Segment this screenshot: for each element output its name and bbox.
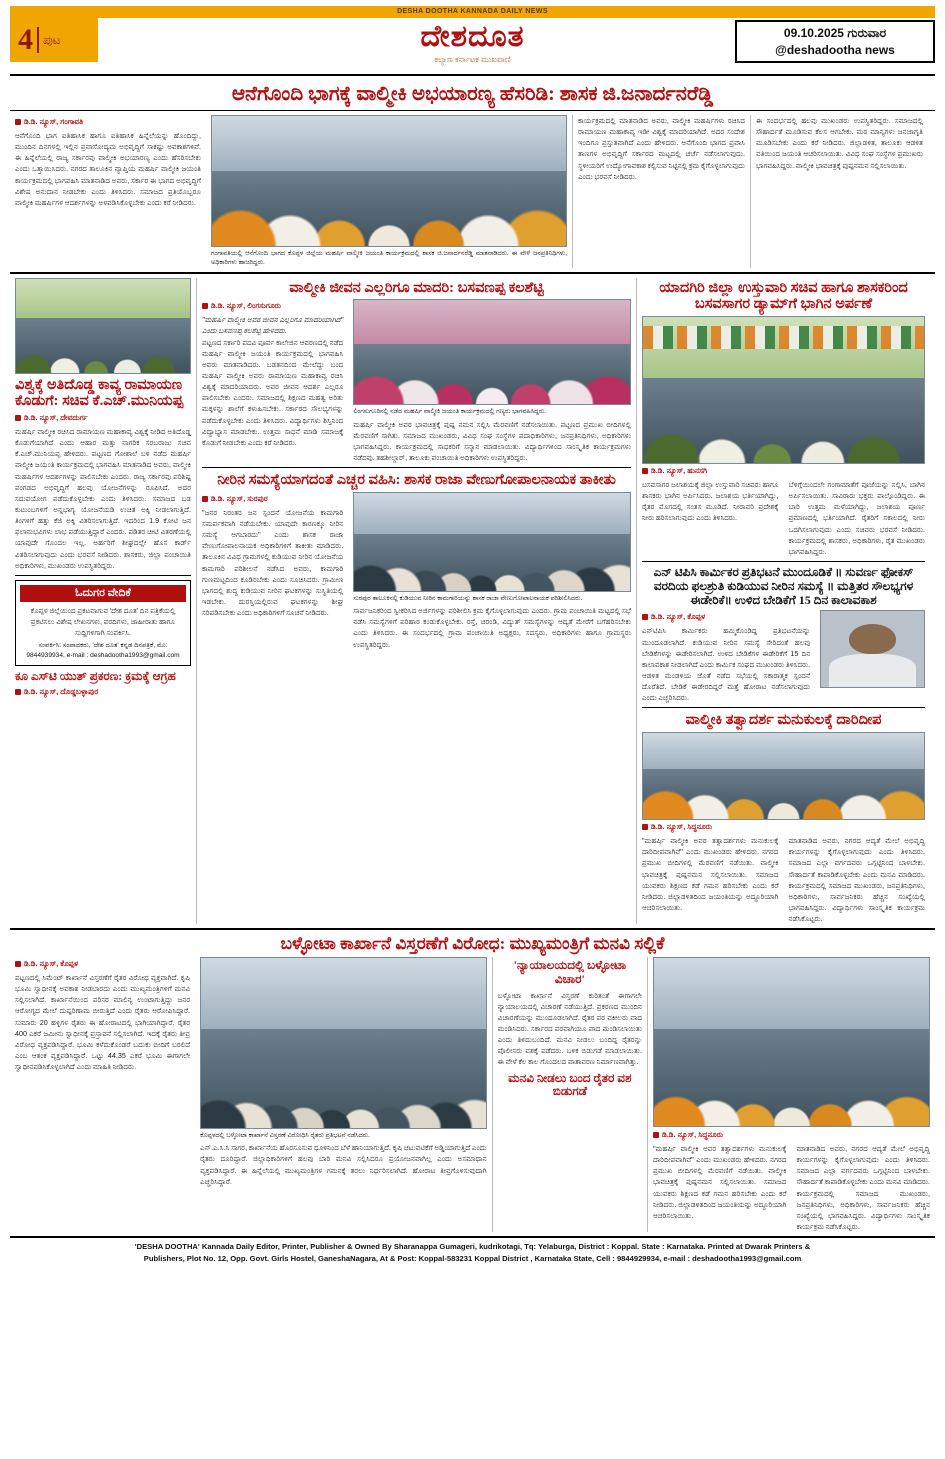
ntpc-byline [642,612,810,622]
ballari-photo [200,957,487,1129]
ntpc-row [642,610,925,703]
ballari-caption: ಕೊಪ್ಪಳದಲ್ಲಿ ಬಳ್ಳೋಟಾ ಕಾರ್ಖಾನೆ ವಿಸ್ತರಣೆ ವಿರೋಧಿಸಿ ರೈತರು ಪ್ರತಿಭಟನೆ ನಡೆಸಿದರು. [200,1131,370,1139]
valmiki-light-photo [642,732,925,820]
byline-text: ಡಿ.ಡಿ. ನ್ಯೂಸ್, ಹುನಸಗಿ [651,465,708,475]
water-byline [202,494,343,504]
byline-text: ಡಿ.ಡಿ. ನ್ಯೂಸ್, ಕೊಪ್ಪಳ [24,958,79,968]
bullet-icon [202,496,208,502]
lead-byline [15,117,201,127]
byline-text: ಡಿ.ಡಿ. ನ್ಯೂಸ್, ದೊಡ್ಡಬಳ್ಳಾಪುರ [24,686,99,696]
odagara-vedike-contact[interactable]: ಸಂಪರ್ಕಿಸಿ: ಸಂಪಾದಕರು, 'ದೇಶ ದೂತ' ಕನ್ನಡ ದಿನಪತ್ರಿಕೆ, ಮೊ: 9844939934, e-mail : deshadootha1993@gmail.com [26,642,180,660]
bullet-icon [653,1132,659,1138]
bullet-icon [642,468,648,474]
lead-col-2 [572,115,750,268]
ntpc-photo-col [815,610,925,703]
water-text-2: ಸಾರ್ವಜನಿಕರಿಂದ ಸ್ವೀಕರಿಸಿದ ಅರ್ಜಿಗಳನ್ನು ಪರಿಶೀಲಿಸಿ ಕ್ರಮ ಕೈಗೊಳ್ಳಲಾಗುವುದು ಎಂದರು. ಗ್ರಾಮ ಪಂಚಾಯಿತಿ ಮಟ್ಟದಲ್ಲಿ ಸಭೆ ನಡೆಸಿ ಸಮಸ್ಯೆಗಳಿಗೆ ಪರಿಹಾರ ಕಂಡುಕೊಳ್ಳಬೇಕು. ರಸ್ತೆ, ಚರಂಡಿ, ವಿದ್ಯುತ್ ಸಮಸ್ಯೆಗಳನ್ನು ಆದ್ಯತೆ ಮೇರೆಗೆ ಬಗೆಹರಿಸಬೇಕು ಎಂದು ತಿಳಿಸಿದರು. ಈ ಸಂದರ್ಭದಲ್ಲಿ ಗ್ರಾಮ ಪಂಚಾಯಿತಿ ಅಧ್ಯಕ್ಷರು, ಸದಸ್ಯರು, ಅಧಿಕಾರಿಗಳು ಹಾಗೂ ಗ್ರಾಮಸ್ಥರು ಉಪಸ್ಥಿತರಿದ್ದರು. [353,606,631,649]
bullet-icon [15,119,21,125]
bottom-right-col [647,957,935,1232]
footer-line-1: 'DESHA DOOTHA' Kannada Daily Editor, Printer, Publisher & Owned By Sharanappa Gumageri, kudrikotagi, Tq: Yelaburga, District : Koppal. State : Karnataka. Printed at Dwarak Printers & [134,1242,811,1252]
masthead-strip: DESHA DOOTHA KANNADA DAILY NEWS [10,6,935,18]
basavanappa-quote: "ಮಹರ್ಷಿ ವಾಲ್ಮೀಕಿ ಅವರ ಜೀವನ ಎಲ್ಲರಿಗೂ ಮಾದರಿಯಾಗಿದೆ" ಎಂದು ಬಸವಣಪ್ಪ ಕಲಶೆಟ್ಟಿ ಹೇಳಿದರು. [202,315,344,336]
newspaper-title: ದೇಶದೂತ [420,20,525,53]
valmiki-light-text-2: ಮಾತನಾಡಿದ ಅವರು, ನಗರದ ಆದ್ಯತೆ ಮೇಲೆ ಅಭಿವೃದ್ಧಿ ಕಾರ್ಯಗಳನ್ನು ಕೈಗೊಳ್ಳಲಾಗುವುದು ಎಂದು ತಿಳಿಸಿದರು. ಸಮಾಜದ ಎಲ್ಲಾ ವರ್ಗದವರು ಒಗ್ಗಟ್ಟಿನಿಂದ ಬಾಳಬೇಕು. ಸೌಹಾರ್ದತೆ ಕಾಪಾಡಿಕೊಳ್ಳಬೇಕು ಎಂದು ಮನವಿ ಮಾಡಿದರು. ಕಾರ್ಯಕ್ರಮದಲ್ಲಿ ಸಮಾಜದ ಮುಖಂಡರು, ಜನಪ್ರತಿನಿಧಿಗಳು, ಅಧಿಕಾರಿಗಳು, ಸಾರ್ವಜನಿಕರು ಹೆಚ್ಚಿನ ಸಂಖ್ಯೆಯಲ್ಲಿ ಭಾಗವಹಿಸಿದ್ದರು. ವಿದ್ಯಾರ್ಥಿಗಳು ಸಾಂಸ್ಕೃತಿಕ ಕಾರ್ಯಕ್ರಮ ನಡೆಸಿಕೊಟ್ಟರು. [788,836,925,924]
byline-text: ಡಿ.ಡಿ. ನ್ಯೂಸ್, ಸಿದ್ಧನೂರು [662,1129,724,1139]
newspaper-subtitle: ಕಲ್ಯಾಣ ಕರ್ನಾಟಕ ಮುಖವಾಣಿ [434,55,511,64]
bottom-right-text-2: ಮಾತನಾಡಿದ ಅವರು, ನಗರದ ಆದ್ಯತೆ ಮೇಲೆ ಅಭಿವೃದ್ಧಿ ಕಾರ್ಯಗಳನ್ನು ಕೈಗೊಳ್ಳಲಾಗುವುದು ಎಂದು ತಿಳಿಸಿದರು. ಸಮಾಜದ ಎಲ್ಲಾ ವರ್ಗದವರು ಒಗ್ಗಟ್ಟಿನಿಂದ ಬಾಳಬೇಕು. ಸೌಹಾರ್ದತೆ ಕಾಪಾಡಿಕೊಳ್ಳಬೇಕು ಎಂದು ಮನವಿ ಮಾಡಿದರು. ಕಾರ್ಯಕ್ರಮದಲ್ಲಿ ಸಮಾಜದ ಮುಖಂಡರು, ಜನಪ್ರತಿನಿಧಿಗಳು, ಅಧಿಕಾರಿಗಳು, ಸಾರ್ವಜನಿಕರು ಹೆಚ್ಚಿನ ಸಂಖ್ಯೆಯಲ್ಲಿ ಭಾಗವಹಿಸಿದ್ದರು. ವಿದ್ಯಾರ್ಥಿಗಳು ಸಾಂಸ್ಕೃತಿಕ ಕಾರ್ಯಕ್ರಮ ನಡೆಸಿಕೊಟ್ಟರು. [796,1143,930,1232]
masthead [10,6,935,76]
ntpc-text: ಎನ್‌ಟಿಪಿಸಿ ಕಾರ್ಮಿಕರು ಹಮ್ಮಿಕೊಂಡಿದ್ದ ಪ್ರತಿಭಟನೆಯನ್ನು ಮುಂದೂಡಲಾಗಿದೆ. ಕುಡಿಯುವ ನೀರಿನ ಸಮಸ್ಯೆ ಸೇರಿದಂತೆ ಹಲವು ಬೇಡಿಕೆಗಳನ್ನು ಈಡೇರಿಸಲಾಗಿದೆ. ಉಳಿದ ಬೇಡಿಕೆಗಳ ಈಡೇರಿಕೆಗೆ 15 ದಿನ ಕಾಲಾವಕಾಶ ನೀಡಲಾಗಿದೆ ಎಂದು ಕಾರ್ಮಿಕ ಸಂಘದ ಮುಖಂಡರು ತಿಳಿಸಿದರು. ಆಡಳಿತ ಮಂಡಳಿಯ ಜೊತೆ ನಡೆದ ಸಭೆಯಲ್ಲಿ ಸಕಾರಾತ್ಮಕ ಸ್ಪಂದನೆ ದೊರೆತಿದೆ. ಬೇಡಿಕೆ ಈಡೇರದಿದ್ದರೆ ಮತ್ತೆ ಹೋರಾಟ ನಡೆಸಲಾಗುವುದು ಎಂದು ಎಚ್ಚರಿಸಿದರು. [642,626,811,703]
middle-center-col [196,278,636,925]
basavanappa-photo-col [348,299,631,463]
basavanappa-caption: ಲಿಂಗಸುಗೂರಿನಲ್ಲಿ ನಡೆದ ಮಹರ್ಷಿ ವಾಲ್ಮೀಕಿ ಜಯಂತಿ ಕಾರ್ಯಕ್ರಮದಲ್ಲಿ ಗಣ್ಯರು ಭಾಗವಹಿಸಿದ್ದರು. [353,408,547,416]
lead-text-3: ಈ ಸಂದರ್ಭದಲ್ಲಿ ಹಲವು ಮುಖಂಡರು ಉಪಸ್ಥಿತರಿದ್ದರು. ಸಮಾಜದಲ್ಲಿ ಸೌಹಾರ್ದತೆ ಮೂಡಿಸುವ ಕೆಲಸ ಆಗಬೇಕು. ಮಠ ಮಾನ್ಯಗಳು ಜನಜಾಗೃತಿ ಮೂಡಿಸಬೇಕು ಎಂದು ಕರೆ ನೀಡಿದರು. ಜಿಲ್ಲಾಡಳಿತ, ತಾಲೂಕು ಆಡಳಿತ ವತಿಯಿಂದ ಜಯಂತಿ ಆಚರಿಸಲಾಯಿತು. ವಿವಿಧ ಸಂಘ ಸಂಸ್ಥೆಗಳ ಪ್ರಮುಖರು ಭಾಗವಹಿಸಿದ್ದರು. ವಾಲ್ಮೀಕಿ ಭಾವಚಿತ್ರಕ್ಕೆ ಪುಷ್ಪನಮನ ಸಲ್ಲಿಸಲಾಯಿತು. [756,116,923,170]
byline-text: ಡಿ.ಡಿ. ನ್ಯೂಸ್, ಕೊಪ್ಪಳ [651,612,706,622]
lead-text-2: ಕಾರ್ಯಕ್ರಮದಲ್ಲಿ ಮಾತನಾಡಿದ ಅವರು, ವಾಲ್ಮೀಕಿ ಮಹರ್ಷಿಗಳು ರಚಿಸಿದ ರಾಮಾಯಣ ಮಹಾಕಾವ್ಯ ಇಡೀ ವಿಶ್ವಕ್ಕೆ ಮಾದರಿಯಾಗಿದೆ. ಅದರ ಸಂದೇಶ ಇಂದಿಗೂ ಪ್ರಸ್ತುತವಾಗಿದೆ ಎಂದು ಹೇಳಿದರು. ಆನೆಗೊಂದಿ ಭಾಗದ ಪ್ರವಾಸಿ ತಾಣಗಳ ಅಭಿವೃದ್ಧಿಗೆ ಸರ್ಕಾರದ ಮಟ್ಟದಲ್ಲಿ ಚರ್ಚೆ ನಡೆಸಲಾಗುವುದು. ಸ್ಥಳೀಯರಿಗೆ ಉದ್ಯೋಗಾವಕಾಶ ಕಲ್ಪಿಸುವ ನಿಟ್ಟಿನಲ್ಲಿ ಕ್ರಮ ಕೈಗೊಳ್ಳಲಾಗುವುದು ಎಂದು ಭರವಸೆ ನೀಡಿದರು. [578,116,745,181]
ballari-sub-headline-2: ಮನವಿ ನೀಡಲು ಬಂದ ರೈತರ ವಶ ಬಿಡುಗಡೆ [508,1070,632,1099]
page-number: 4 [18,23,33,56]
ramayana-byline [15,413,191,423]
ntpc-text-col [642,610,815,703]
footer-line-2: Publishers, Plot No. 12, Opp. Govt. Girls Hostel, GaneshaNagara, At & Post: Koppal-583231 Koppal District , Karnataka State, Cell : 9844929934, e-mail : deshadootha1993@gmail.com [143,1253,802,1263]
water-headline: ನೀರಿನ ಸಮಸ್ಯೆಯಾಗದಂತೆ ಎಚ್ಚರ ವಹಿಸಿ: ಶಾಸಕ ರಾಜಾ ವೇಣುಗೋಪಾಲನಾಯಕ ತಾಕೀತು [217,472,616,489]
masthead-date-box [735,20,935,63]
ramayana-photo [15,278,191,374]
bullet-icon [642,824,648,830]
ballari-photo-col [195,957,492,1232]
bullet-icon [202,303,208,309]
water-text-col [202,492,348,650]
valmiki-light-col-1 [642,835,784,924]
bullet-icon [15,961,21,967]
byline-text: ಡಿ.ಡಿ. ನ್ಯೂಸ್, ಲಿಂಗಸುಗೂರು [211,301,281,311]
basavanappa-text-1: ಪಟ್ಟಣದ ಸರ್ಕಾರಿ ಪದವಿ ಪೂರ್ವ ಕಾಲೇಜಿನ ಆವರಣದಲ್ಲಿ ನಡೆದ ಮಹರ್ಷಿ ವಾಲ್ಮೀಕಿ ಜಯಂತಿ ಕಾರ್ಯಕ್ರಮದಲ್ಲಿ ಭಾಗವಹಿಸಿ ಅವರು ಮಾತನಾಡಿದರು. ಬಡತನದಿಂದ ಮೇಲೆದ್ದು ಬಂದ ಮಹರ್ಷಿ ವಾಲ್ಮೀಕಿ ಅವರು ರಾಮಾಯಣ ಮಹಾಕಾವ್ಯ ರಚಿಸಿ ವಿಶ್ವಕ್ಕೆ ಮಾದರಿಯಾದರು. ಅವರ ಜೀವನ ಆದರ್ಶ ಎಲ್ಲರೂ ಪಾಲಿಸಬೇಕು ಎಂದರು. ಸಮಾಜದಲ್ಲಿ ಶಿಕ್ಷಣದ ಮಹತ್ವ ಅರಿತು ಮಕ್ಕಳನ್ನು ಶಾಲೆಗೆ ಕಳುಹಿಸಬೇಕು. ಸರ್ಕಾರದ ಸೌಲಭ್ಯಗಳನ್ನು ಪಡೆದುಕೊಳ್ಳಬೇಕು ಎಂದು ತಿಳಿಸಿದರು. ವಿದ್ಯಾರ್ಥಿಗಳು ಶಿಸ್ತಿನಿಂದ ವಿದ್ಯಾಭ್ಯಾಸ ಮಾಡಬೇಕು. ಉತ್ತಮ ಸಾಧನೆ ಮಾಡಿ ಸಮಾಜಕ್ಕೆ ಕೊಡುಗೆ ನೀಡಬೇಕು ಎಂದು ಕರೆ ನೀಡಿದರು. [202,337,344,447]
small-notice-byline [15,687,191,697]
bottom-right-byline [653,1130,930,1140]
valmiki-light-col-2 [784,835,926,924]
odagara-vedike-text: ಕೊಪ್ಪಳ ಜಿಲ್ಲೆಯಿಂದ ಪ್ರಕಟವಾಗುವ 'ದೇಶ ದೂತ' ದಿನ ಪತ್ರಿಕೆಯಲ್ಲಿ ಪ್ರಕಟಿಸಲು ವಿಶೇಷ ಲೇಖನಗಳು, ವರದಿಗಳು, ಜಾಹೀರಾತು ಹಾಗೂ ಸುದ್ದಿಗಳಿಗಾಗಿ ಸಂಪರ್ಕಿಸಿ. [30,605,176,638]
small-notice-headline: ಕೂ ಎಸ್‌ಟಿ ಯುತ್ ಪ್ರಕರಣ: ಕ್ರಮಕ್ಕೆ ಆಗ್ರಹ [15,669,176,684]
lead-photo-caption: ಗಂಗಾವತಿಯಲ್ಲಿ ಆನೆಗೊಂದಿ ಭಾಗದ ಕೊಪ್ಪಳ ಜಿಲ್ಲೆಯ ಮಹರ್ಷಿ ವಾಲ್ಮೀಕಿ ಜಯಂತಿ ಕಾರ್ಯಕ್ರಮದಲ್ಲಿ ಶಾಸಕ ಜಿ.ಜನಾರ್ದನರೆಡ್ಡಿ ಮಾತನಾಡಿದರು. ಈ ವೇಳೆ ಜನಪ್ರತಿನಿಧಿಗಳು, ಅಧಿಕಾರಿಗಳು ಹಾಜರಿದ್ದರು. [211,250,567,267]
bottom-right-text-1: "ಮಹರ್ಷಿ ವಾಲ್ಮೀಕಿ ಅವರ ತತ್ವಾದರ್ಶಗಳು ಮನುಕುಲಕ್ಕೆ ದಾರಿದೀಪವಾಗಿವೆ" ಎಂದು ಮುಖಂಡರು ಹೇಳಿದರು. ನಗರದ ಪ್ರಮುಖ ಬೀದಿಗಳಲ್ಲಿ ಮೆರವಣಿಗೆ ನಡೆಯಿತು. ವಾಲ್ಮೀಕಿ ಭಾವಚಿತ್ರಕ್ಕೆ ಪುಷ್ಪನಮನ ಸಲ್ಲಿಸಲಾಯಿತು. ಸಮಾಜದ ಯುವಕರು ಶಿಕ್ಷಣದ ಕಡೆ ಗಮನ ಹರಿಸಬೇಕು ಎಂದು ಕರೆ ನೀಡಿದರು. ಜಿಲ್ಲಾಡಳಿತದಿಂದ ಜಯಂತಿಯನ್ನು ಅದ್ಧೂರಿಯಾಗಿ ಆಚರಿಸಲಾಯಿತು. [653,1143,787,1220]
ntpc-portrait-photo [820,610,925,688]
divider [642,707,925,708]
divider [15,575,191,576]
publication-date: 09.10.2025 ಗುರುವಾರ [783,26,887,40]
basavanappa-text-2: ಮಹರ್ಷಿ ವಾಲ್ಮೀಕಿ ಅವರ ಭಾವಚಿತ್ರಕ್ಕೆ ಪುಷ್ಪ ನಮನ ಸಲ್ಲಿಸಿ ಮೆರವಣಿಗೆ ನಡೆಸಲಾಯಿತು. ಪಟ್ಟಣದ ಪ್ರಮುಖ ಬೀದಿಗಳಲ್ಲಿ ಮೆರವಣಿಗೆ ಸಾಗಿತು. ಸಮಾಜದ ಮುಖಂಡರು, ವಿವಿಧ ಸಂಘ ಸಂಸ್ಥೆಗಳ ಪದಾಧಿಕಾರಿಗಳು, ಜನಪ್ರತಿನಿಧಿಗಳು, ಅಧಿಕಾರಿಗಳು ಭಾಗವಹಿಸಿದ್ದರು. ಕಾರ್ಯಕ್ರಮದಲ್ಲಿ ಸಾಧಕರಿಗೆ ಸನ್ಮಾನ ಮಾಡಲಾಯಿತು. ವಿದ್ಯಾರ್ಥಿಗಳಿಂದ ಸಾಂಸ್ಕೃತಿಕ ಕಾರ್ಯಕ್ರಮಗಳು ನಡೆದವು. ತಹಶೀಲ್ದಾರ್, ತಾಲೂಕು ಪಂಚಾಯಿತಿ ಅಧಿಕಾರಿಗಳು ಉಪಸ್ಥಿತರಿದ್ದರು. [353,419,631,462]
ntpc-headline: ಎನ್ ಟಿಪಿಸಿ ಕಾರ್ಮಿಕರ ಪ್ರತಿಭಟನೆ ಮುಂದೂಡಿಕೆ ॥ ಸುವರ್ಣ ಫೋಕಸ್ ವರದಿಯ ಫಲಶ್ರುತಿ ಕುಡಿಯುವ ನೀರಿನ ಸಮಸ್ಯೆ ॥ ಮತ್ತಿತರ ಸೌಲಭ್ಯಗಳ ಈಡೇರಿಕೆ॥ ಉಳಿದ ಬೇಡಿಕೆಗೆ 15 ದಿನ ಕಾಲಾವಕಾಶ [653,565,914,607]
bottom-right-photo [653,957,930,1127]
lead-col-3 [750,115,928,268]
basavanappa-text-col [202,299,348,463]
dam-text-1: ಬಸವಸಾಗರ ಜಲಾಶಯಕ್ಕೆ ಜಿಲ್ಲಾ ಉಸ್ತುವಾರಿ ಸಚಿವರು ಹಾಗೂ ಶಾಸಕರು ಭಾಗಿನ ಅರ್ಪಿಸಿದರು. ಜಲಾಶಯ ಭರ್ತಿಯಾಗಿದ್ದು, ರೈತರ ಮೊಗದಲ್ಲಿ ಸಂತಸ ಮೂಡಿದೆ. ನೀರಾವರಿ ಪ್ರದೇಶಕ್ಕೆ ನೀರು ಹರಿಸಲಾಗುವುದು ಎಂದು ತಿಳಿಸಿದರು. [642,479,779,523]
section-divider-2 [10,928,935,930]
bottom-row [10,957,935,1232]
page-footer [10,1236,935,1264]
ballari-headline: ಬಳ್ಳೋಟಾ ಕಾರ್ಖಾನೆ ವಿಸ್ತರಣೆಗೆ ವಿರೋಧ: ಮುಖ್ಯಮಂತ್ರಿಗೆ ಮನವಿ ಸಲ್ಲಿಕೆ [280,934,665,954]
water-caption: ಸುರಪುರ ತಾಲೂಕಿನಲ್ಲಿ ಕುಡಿಯುವ ನೀರಿನ ಕಾಮಗಾರಿಯನ್ನು ಶಾಸಕ ರಾಜಾ ವೇಣುಗೋಪಾಲನಾಯಕ ಪರಿಶೀಲಿಸಿದರು. [353,594,583,602]
bottom-right-text-row [653,1143,930,1232]
valmiki-light-byline [642,822,925,832]
dam-text-2: ಬೆಳಿಗ್ಗೆಯಿಂದಲೇ ಗಂಗಾಮಾತೆಗೆ ಪೂಜೆಯನ್ನು ಸಲ್ಲಿಸಿ, ಬಾಗಿನ ಅರ್ಪಿಸಲಾಯಿತು. ಸಾವಿರಾರು ಭಕ್ತರು ಪಾಲ್ಗೊಂಡಿದ್ದರು. ಈ ಬಾರಿ ಉತ್ತಮ ಮಳೆಯಾಗಿದ್ದು, ಜಲಾಶಯ ಪೂರ್ಣ ಪ್ರಮಾಣದಲ್ಲಿ ಭರ್ತಿಯಾಗಿದೆ. ರೈತರಿಗೆ ಸಕಾಲದಲ್ಲಿ ನೀರು ಒದಗಿಸಲಾಗುವುದು ಎಂದು ಸಚಿವರು ಭರವಸೆ ನೀಡಿದರು. ಕಾರ್ಯಕ್ರಮದಲ್ಲಿ ಶಾಸಕರು, ಅಧಿಕಾರಿಗಳು, ರೈತ ಮುಖಂಡರು ಭಾಗವಹಿಸಿದ್ದರು. [788,479,925,556]
bottom-right-text-col-1 [653,1143,792,1232]
lead-headline: ಆನೆಗೊಂದಿ ಭಾಗಕ್ಕೆ ವಾಲ್ಮೀಕಿ ಅಭಯಾರಣ್ಯ ಹೆಸರಿಡಿ: ಶಾಸಕ ಜಿ.ಜನಾರ್ದನರೆಡ್ಡಿ [10,80,935,111]
bullet-icon [642,614,648,620]
valmiki-light-headline: ವಾಲ್ಮೀಕಿ ತತ್ವಾದರ್ಶ ಮನುಕುಲಕ್ಕೆ ದಾರಿದೀಪ [685,712,882,729]
ramayana-text: ಮಹರ್ಷಿ ವಾಲ್ಮೀಕಿ ರಚಿಸಿದ ರಾಮಾಯಣ ಮಹಾಕಾವ್ಯ ವಿಶ್ವಕ್ಕೆ ನೀಡಿದ ಅತಿದೊಡ್ಡ ಕೊಡುಗೆಯಾಗಿದೆ ಎಂದು ಆಹಾರ ಮತ್ತು ನಾಗರಿಕ ಸರಬರಾಜು ಸಚಿವ ಕೆ.ಎಚ್.ಮುನಿಯಪ್ಪ ಹೇಳಿದರು. ಪಟ್ಟಣದ ಗೋಶಾಲೆ ಬಳಿ ನಡೆದ ಮಹರ್ಷಿ ವಾಲ್ಮೀಕಿ ಜಯಂತಿ ಕಾರ್ಯಕ್ರಮದಲ್ಲಿ ಭಾಗವಹಿಸಿ ಮಾತನಾಡಿದ ಅವರು, ವಾಲ್ಮೀಕಿ ಮಹರ್ಷಿಗಳ ಆದರ್ಶಗಳನ್ನು ಪಾಲಿಸಬೇಕು ಎಂದರು. ರಾಜ್ಯ ಸರ್ಕಾರವು ಪರಿಶಿಷ್ಟ ಪಂಗಡದ ಅಭಿವೃದ್ಧಿಗೆ ಹಲವು ಯೋಜನೆಗಳನ್ನು ರೂಪಿಸಿದೆ. ಅದರ ಸದುಪಯೋಗ ಪಡೆದುಕೊಳ್ಳಬೇಕು ಎಂದು ತಿಳಿಸಿದರು. ಸಮಾಜದ ಬಡ ಕುಟುಂಬಗಳಿಗೆ ಅನ್ನಭಾಗ್ಯ ಯೋಜನೆಯಡಿ ಉಚಿತ ಅಕ್ಕಿ ನೀಡಲಾಗುತ್ತಿದೆ. ತಿಂಗಳಿಗೆ ಹತ್ತು ಕೆಜಿ ಅಕ್ಕಿ ವಿತರಿಸಲಾಗುತ್ತಿದೆ. ಇದರಿಂದ 1.9 ಕೋಟಿ ಜನ ಫಲಾನುಭವಿಗಳು ಲಾಭ ಪಡೆಯುತ್ತಿದ್ದಾರೆ ಎಂದರು. ಪಡಿತರ ಚೀಟಿ ವಿತರಣೆಯಲ್ಲಿ ಯಾವುದೇ ಗೊಂದಲ ಇಲ್ಲ. ಅರ್ಹರಿಗೆ ಶೀಘ್ರದಲ್ಲೇ ಹೊಸ ಕಾರ್ಡ್ ವಿತರಿಸಲಾಗುವುದು ಎಂದು ಭರವಸೆ ನೀಡಿದರು. ಶಾಸಕರು, ಜಿಲ್ಲಾ ಪಂಚಾಯಿತಿ ಅಧಿಕಾರಿಗಳು, ಮುಖಂಡರು ಉಪಸ್ಥಿತರಿದ್ದರು. [15,426,191,570]
water-photo [353,492,631,592]
water-text-1: "ಜನರ ನಿರಂತರ ಜನ ಸ್ಪಂದನೆ ಯೋಜನೆಯ ಕಾಮಗಾರಿ ಸಮರ್ಪಕವಾಗಿ ನಡೆಯಬೇಕು. ಯಾವುದೇ ಕಾರಣಕ್ಕೂ ನೀರಿನ ಸಮಸ್ಯೆ ಆಗಬಾರದು" ಎಂದು ಶಾಸಕ ರಾಜಾ ವೇಣುಗೋಪಾಲನಾಯಕ ಅಧಿಕಾರಿಗಳಿಗೆ ತಾಕೀತು ಮಾಡಿದರು. ತಾಲೂಕಿನ ವಿವಿಧ ಗ್ರಾಮಗಳಲ್ಲಿ ಕುಡಿಯುವ ನೀರಿನ ಯೋಜನೆಯ ಕಾಮಗಾರಿ ಪರಿಶೀಲನೆ ನಡೆಸಿದ ಅವರು, ಕಾಮಗಾರಿ ಗುಣಮಟ್ಟದಿಂದ ಕೂಡಿರಬೇಕು ಎಂದು ಸೂಚಿಸಿದರು. ಗ್ರಾಮೀಣ ಭಾಗದಲ್ಲಿ ಶುದ್ಧ ಕುಡಿಯುವ ನೀರಿನ ಘಟಕಗಳನ್ನು ಸುಸ್ಥಿತಿಯಲ್ಲಿ ಇಡಬೇಕು. ದುರಸ್ತಿಯಲ್ಲಿರುವ ಘಟಕಗಳನ್ನು ಶೀಘ್ರ ಸರಿಪಡಿಸಬೇಕು ಎಂದು ಅಧಿಕಾರಿಗಳಿಗೆ ಸೂಚನೆ ನೀಡಿದರು. [202,507,344,618]
bullet-icon [15,415,21,421]
middle-band [10,278,935,925]
water-photo-col [348,492,631,650]
basavanappa-row [202,299,631,463]
dam-photo [642,316,925,464]
bullet-icon [15,689,21,695]
middle-right-col [636,278,930,925]
valmiki-light-text-1: "ಮಹರ್ಷಿ ವಾಲ್ಮೀಕಿ ಅವರ ತತ್ವಾದರ್ಶಗಳು ಮನುಕುಲಕ್ಕೆ ದಾರಿದೀಪವಾಗಿವೆ" ಎಂದು ಮುಖಂಡರು ಹೇಳಿದರು. ನಗರದ ಪ್ರಮುಖ ಬೀದಿಗಳಲ್ಲಿ ಮೆರವಣಿಗೆ ನಡೆಯಿತು. ವಾಲ್ಮೀಕಿ ಭಾವಚಿತ್ರಕ್ಕೆ ಪುಷ್ಪನಮನ ಸಲ್ಲಿಸಲಾಯಿತು. ಸಮಾಜದ ಯುವಕರು ಶಿಕ್ಷಣದ ಕಡೆ ಗಮನ ಹರಿಸಬೇಕು ಎಂದು ಕರೆ ನೀಡಿದರು. ಜಿಲ್ಲಾಡಳಿತದಿಂದ ಜಯಂತಿಯನ್ನು ಅದ್ಧೂರಿಯಾಗಿ ಆಚರಿಸಲಾಯಿತು. [642,836,779,913]
dam-headline: ಯಾದಗಿರಿ ಜಿಲ್ಲಾ ಉಸ್ತುವಾರಿ ಸಚಿವ ಹಾಗೂ ಶಾಸಕರಿಂದ ಬಸವಸಾಗರ ಡ್ಯಾಮ್‌ಗೆ ಭಾಗಿನ ಅರ್ಪಣೆ [659,279,908,313]
section-divider-1 [10,272,935,274]
valmiki-light-text-row [642,835,925,924]
odagara-vedike-title: ಓದುಗರ ವೇದಿಕೆ [20,585,186,602]
bottom-right-text-col-2 [792,1143,931,1232]
ballari-text-1: ಪಟ್ಟಣದಲ್ಲಿ ಸಿಮೆಂಟ್ ಕಾರ್ಖಾನೆ ವಿಸ್ತರಣೆಗೆ ರೈತರ ವಿರೋಧ ವ್ಯಕ್ತವಾಗಿದೆ. ಕೃಷಿ ಭೂಮಿ ಸ್ವಾಧೀನಕ್ಕೆ ಅವಕಾಶ ನೀಡಬಾರದು ಎಂದು ಮುಖ್ಯಮಂತ್ರಿಗಳಿಗೆ ಮನವಿ ಸಲ್ಲಿಸಲಾಗಿದೆ. ಕಾರ್ಖಾನೆಯಿಂದ ಪರಿಸರ ಮಾಲಿನ್ಯ ಉಂಟಾಗುತ್ತಿದ್ದು ಜನರ ಆರೋಗ್ಯದ ಮೇಲೆ ದುಷ್ಪರಿಣಾಮ ಬೀರುತ್ತಿದೆ ಎಂದು ರೈತರು ಆರೋಪಿಸಿದ್ದಾರೆ. ಸುಮಾರು 20 ಹಳ್ಳಿಗಳ ರೈತರು ಈ ಹೋರಾಟದಲ್ಲಿ ಭಾಗಿಯಾಗಿದ್ದಾರೆ. ರೈತರ 400 ಎಕರೆ ಜಮೀನು ಸ್ವಾಧೀನಕ್ಕೆ ಪ್ರಸ್ತಾವನೆ ಸಲ್ಲಿಸಲಾಗಿದೆ. ಇದಕ್ಕೆ ರೈತರು ತೀವ್ರ ವಿರೋಧ ವ್ಯಕ್ತಪಡಿಸಿದ್ದಾರೆ. ಭೂಮಿ ಕಳೆದುಕೊಂಡರೆ ಬದುಕು ಬೀದಿಗೆ ಬರಲಿದೆ ಎಂಬ ಆತಂಕ ವ್ಯಕ್ತಪಡಿಸಿದ್ದಾರೆ. ಒಟ್ಟು 44.35 ಎಕರೆ ಭೂಮಿ ಈಗಾಗಲೇ ಸ್ವಾಧೀನಪಡಿಸಿಕೊಳ್ಳಲಾಗಿದೆ ಎಂದು ಮಾಹಿತಿ ನೀಡಿದರು. [15,972,191,1072]
lead-photo-col [206,115,572,268]
byline-text: ಡಿ.ಡಿ. ನ್ಯೂಸ್, ಸಿದ್ಧನೂರು [651,822,713,832]
ramayana-headline: ವಿಶ್ವಕ್ಕೆ ಅತಿದೊಡ್ಡ ಕಾವ್ಯ ರಾಮಾಯಣ ಕೊಡುಗೆ: ಸಚಿವ ಕೆ.ಎಚ್.ಮುನಿಯಪ್ಪ [15,376,184,410]
middle-left-col [10,278,196,925]
water-row [202,492,631,650]
page-label: ಪುಟ [43,32,61,47]
basavanappa-photo [353,299,631,405]
lead-text-1: ಆನೆಗೊಂದಿ ಭಾಗ ಐತಿಹಾಸಿಕ ಹಾಗೂ ಐತಿಹಾಸಿಕ ಹಿನ್ನೆಲೆಯನ್ನು ಹೊಂದಿದ್ದು, ಮುಂದಿನ ದಿನಗಳಲ್ಲಿ ಇಲ್ಲಿನ ಪ್ರವಾಸೋದ್ಯಮ ಅಭಿವೃದ್ಧಿಗೆ ಸಾಕಷ್ಟು ಅವಕಾಶಗಳಿವೆ. ಈ ಹಿನ್ನೆಲೆಯಲ್ಲಿ ರಾಜ್ಯ ಸರ್ಕಾರವು ವಾಲ್ಮೀಕಿ ಅಭಯಾರಣ್ಯ ಎಂದು ಹೆಸರಿಸಬೇಕು ಎಂದು ಒತ್ತಾಯಿಸಿದರು. ನಗರದ ತಾಲೂಕಿನ ವ್ಯಾಪ್ತಿಯ ಮಹರ್ಷಿ ವಾಲ್ಮೀಕಿ ಜಯಂತಿ ಕಾರ್ಯಕ್ರಮದಲ್ಲಿ ಭಾಗವಹಿಸಿ ಮಾತನಾಡಿದ ಅವರು, ಸರ್ಕಾರ ಈ ಭಾಗದ ಅಭಿವೃದ್ಧಿಗೆ ವಿಶೇಷ ಅನುದಾನ ನೀಡಬೇಕು ಎಂದು ತಿಳಿಸಿದರು. ಸಮಾಜದ ಪ್ರತಿಯೊಬ್ಬರೂ ವಾಲ್ಮೀಕಿ ಮಹರ್ಷಿಗಳ ಆದರ್ಶಗಳನ್ನು ಅಳವಡಿಸಿಕೊಳ್ಳಬೇಕು ಎಂದು ಕರೆ ನೀಡಿದರು. [15,131,201,207]
ballari-col-1 [10,957,195,1232]
lead-col-1 [10,115,206,268]
ballari-text-2: ಎನ್.ಎ.ಸಿ.ಸಿ ಸಾಗರ, ಕಾರ್ಖಾನೆಯ ಹೊರಸೂಸುವ ಧೂಳಿನಿಂದ ಬೆಳೆ ಹಾನಿಯಾಗುತ್ತಿದೆ. ಕೃಷಿ ಚಟುವಟಿಕೆಗೆ ಅಡ್ಡಿಯಾಗುತ್ತಿದೆ ಎಂದು ರೈತರು ದೂರಿದ್ದಾರೆ. ಜಿಲ್ಲಾಧಿಕಾರಿಗಳಿಗೆ ಹಲವು ಬಾರಿ ಮನವಿ ಸಲ್ಲಿಸಿದರೂ ಪ್ರಯೋಜನವಾಗಿಲ್ಲ ಎಂದು ಅಸಮಾಧಾನ ವ್ಯಕ್ತಪಡಿಸಿದ್ದಾರೆ. ಈ ಹಿನ್ನೆಲೆಯಲ್ಲಿ ಮುಖ್ಯಮಂತ್ರಿಗಳ ಗಮನಕ್ಕೆ ತರಲು ನಿರ್ಧರಿಸಲಾಗಿದೆ. ಹೋರಾಟ ತೀವ್ರಗೊಳಿಸುವುದಾಗಿ ಎಚ್ಚರಿಸಿದ್ದಾರೆ. [200,1143,487,1186]
basavanappa-headline: ವಾಲ್ಮೀಕಿ ಜೀವನ ಎಲ್ಲರಿಗೂ ಮಾದರಿ: ಬಸವಣಪ್ಪ ಕಲಶೆಟ್ಟಿ [289,279,544,296]
byline-text: ಡಿ.ಡಿ. ನ್ಯೂಸ್, ದೇವದುರ್ಗ [24,412,88,422]
lead-story-row [10,115,935,268]
social-handle[interactable]: @deshadootha news [775,43,895,57]
divider [202,467,631,468]
ballari-byline [15,959,190,969]
dam-text-col-1 [642,479,784,557]
byline-text: ಡಿ.ಡಿ. ನ್ಯೂಸ್, ಗಂಗಾವತಿ [24,117,84,126]
ballari-sub-headline-1: 'ನ್ಯಾಯಾಲಯದಲ್ಲಿ ಬಳ್ಳೋಟಾ ವಿಚಾರ' [513,957,627,986]
divider [642,561,925,562]
ballari-col-3 [492,957,647,1232]
basavanappa-byline [202,301,343,311]
dam-text-row [642,479,925,557]
dam-byline [642,466,925,476]
ballari-text-3: ಬಳ್ಳೋಟಾ ಕಾರ್ಖಾನೆ ವಿಸ್ತರಣೆ ಕುರಿತಂತೆ ಈಗಾಗಲೇ ನ್ಯಾಯಾಲಯದಲ್ಲಿ ವಿಚಾರಣೆ ನಡೆಯುತ್ತಿದೆ. ಪ್ರಕರಣದ ಮುಂದಿನ ವಿಚಾರಣೆಯನ್ನು ಮುಂದೂಡಲಾಗಿದೆ. ರೈತರ ಪರ ವಕೀಲರು ವಾದ ಮಂಡಿಸಿದರು. ಸರ್ಕಾರದ ಪರವಾಗಿಯೂ ವಾದ ಮಂಡಿಸಲಾಯಿತು ಎಂದು ತಿಳಿದುಬಂದಿದೆ. ಮನವಿ ನೀಡಲು ಬಂದಿದ್ದ ರೈತರನ್ನು ಪೊಲೀಸರು ವಶಕ್ಕೆ ಪಡೆದರು. ಬಳಿಕ ಬಿಡುಗಡೆ ಮಾಡಲಾಯಿತು. ಈ ವೇಳೆ ಕೆಲ ಕಾಲ ಗೊಂದಲದ ವಾತಾವರಣ ನಿರ್ಮಾಣವಾಗಿತ್ತು. [497,990,642,1067]
dam-text-col-2 [784,479,926,557]
byline-text: ಡಿ.ಡಿ. ನ್ಯೂಸ್, ಸುರಪುರ [211,493,268,503]
odagara-vedike-box [15,580,191,666]
lead-photo [211,115,567,247]
